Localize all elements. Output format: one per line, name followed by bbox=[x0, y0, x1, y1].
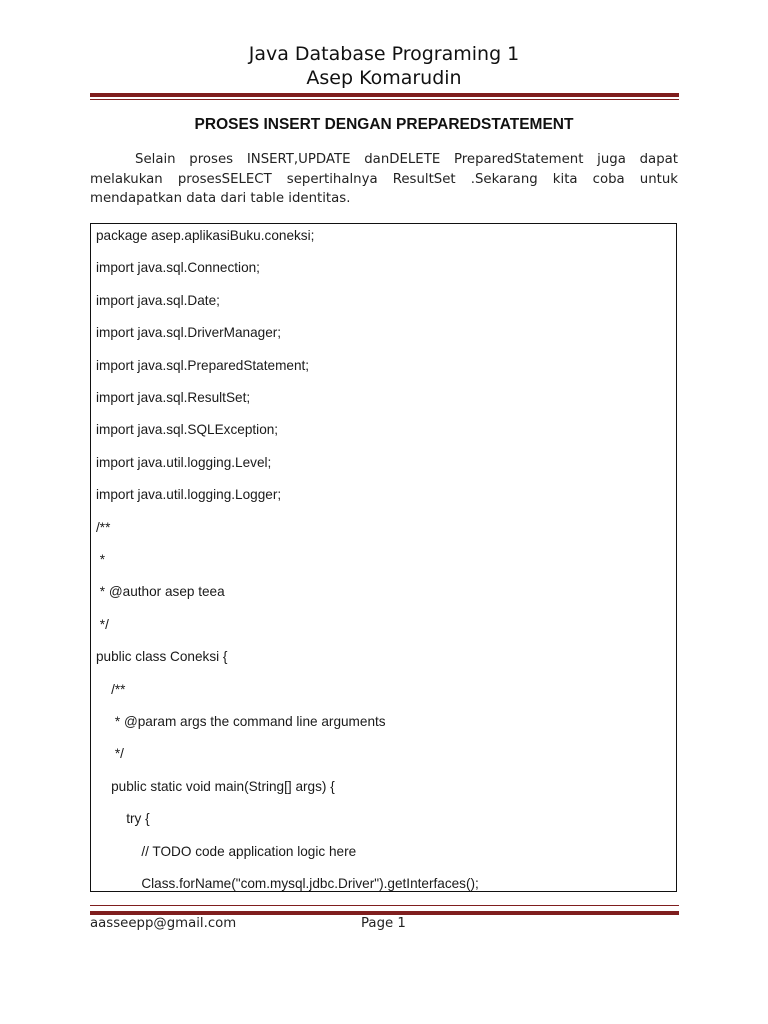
code-line: Class.forName("com.mysql.jdbc.Driver").getInterfaces(); bbox=[96, 876, 479, 891]
code-line: * @param args the command line arguments bbox=[96, 714, 386, 729]
code-line: import java.sql.SQLException; bbox=[96, 422, 279, 438]
code-line: * @author asep teea bbox=[96, 584, 225, 600]
footer-rule-thin bbox=[90, 905, 679, 906]
document-title: Java Database Programing 1 bbox=[248, 43, 520, 65]
code-line: try { bbox=[96, 811, 150, 827]
code-line: import java.sql.ResultSet; bbox=[96, 390, 251, 405]
code-listing-box bbox=[90, 223, 677, 892]
section-heading: PROSES INSERT DENGAN PREPAREDSTATEMENT bbox=[194, 116, 574, 133]
intro-text: Selain proses INSERT,UPDATE danDELETE PreparedStatement juga dapat melakukan prosesSELECT sepertihalnya ResultSet .Sekarang kita coba untuk mendapatkan data dari table identitas. bbox=[90, 152, 678, 206]
code-line: import java.sql.PreparedStatement; bbox=[96, 357, 310, 373]
code-line: package asep.aplikasiBuku.coneksi; bbox=[96, 228, 315, 243]
code-line: /** bbox=[96, 681, 126, 697]
header-rule-thick bbox=[90, 93, 679, 97]
code-line: */ bbox=[96, 746, 124, 762]
footer-email: aasseepp@gmail.com bbox=[90, 916, 237, 931]
code-line: * bbox=[96, 552, 106, 567]
code-line: // TODO code application logic here bbox=[96, 843, 357, 859]
code-line: public static void main(String[] args) { bbox=[96, 778, 335, 794]
code-line: import java.util.logging.Level; bbox=[96, 454, 272, 470]
code-line: import java.util.logging.Logger; bbox=[96, 487, 282, 503]
code-line: import java.sql.Date; bbox=[96, 292, 220, 308]
document-author: Asep Komarudin bbox=[306, 67, 462, 89]
code-line: import java.sql.Connection; bbox=[96, 260, 260, 276]
header-rule-thin bbox=[90, 99, 679, 100]
code-line: public class Coneksi { bbox=[96, 649, 228, 665]
code-line: import java.sql.DriverManager; bbox=[96, 325, 282, 341]
footer-page-number: Page 1 bbox=[361, 916, 406, 931]
code-line: */ bbox=[96, 616, 109, 632]
intro-paragraph bbox=[90, 150, 678, 209]
page-header bbox=[0, 42, 768, 90]
footer-rule-thick bbox=[90, 911, 679, 915]
code-line: /** bbox=[96, 519, 111, 535]
